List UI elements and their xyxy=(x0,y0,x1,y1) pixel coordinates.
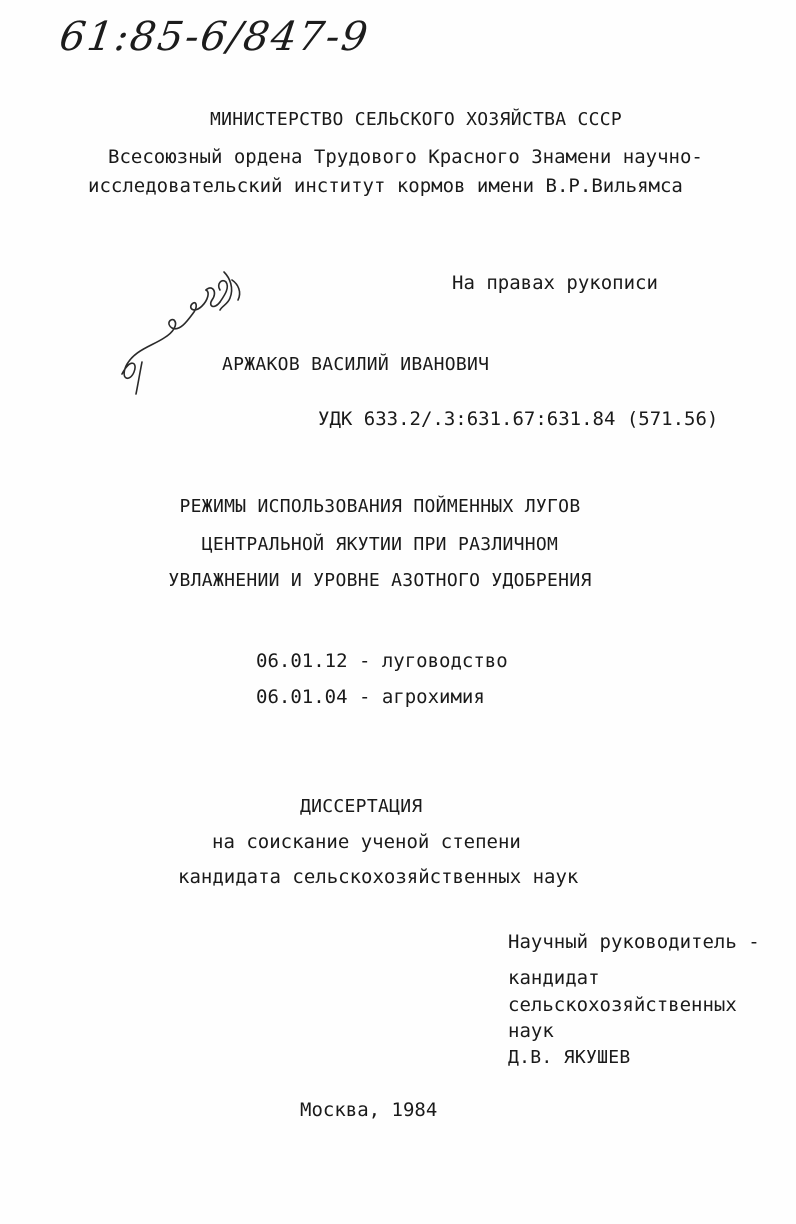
specialty-dash: - xyxy=(358,686,382,708)
specialty-code: 06.01.04 xyxy=(256,686,348,708)
title-line-3: УВЛАЖНЕНИИ И УРОВНЕ АЗОТНОГО УДОБРЕНИЯ xyxy=(168,570,592,591)
author-name: АРЖАКОВ ВАСИЛИЙ ИВАНОВИЧ xyxy=(222,354,490,375)
manuscript-rights-note: На правах рукописи xyxy=(452,272,658,294)
signature-scribble xyxy=(112,262,252,402)
dissertation-degree-line: на соискание ученой степени xyxy=(212,831,521,853)
ministry-heading: МИНИСТЕРСТВО СЕЛЬСКОГО ХОЗЯЙСТВА СССР xyxy=(210,109,623,130)
supervisor-name: Д.В. ЯКУШЕВ xyxy=(508,1047,631,1068)
title-line-2: ЦЕНТРАЛЬНОЙ ЯКУТИИ ПРИ РАЗЛИЧНОМ xyxy=(201,534,559,555)
specialty-dash: - xyxy=(358,650,382,672)
institute-line-2: исследовательский институт кормов имени В.Р.Вильямса xyxy=(88,175,683,197)
archive-code-handwritten: 61:85-6/847-9 xyxy=(56,14,373,60)
dissertation-label: ДИССЕРТАЦИЯ xyxy=(300,796,423,817)
supervisor-degree-3: наук xyxy=(508,1020,554,1042)
supervisor-heading: Научный руководитель - xyxy=(508,931,760,953)
supervisor-degree-1: кандидат xyxy=(508,967,600,989)
title-line-1: РЕЖИМЫ ИСПОЛЬЗОВАНИЯ ПОЙМЕННЫХ ЛУГОВ xyxy=(179,496,581,517)
institute-line-1: Всесоюзный ордена Трудового Красного Знамени научно- xyxy=(108,146,703,168)
specialty-row xyxy=(256,649,508,673)
city-year: Москва, 1984 xyxy=(300,1099,438,1121)
supervisor-degree-2: сельскохозяйственных xyxy=(508,994,737,1016)
specialty-name: агрохимия xyxy=(381,686,485,708)
specialty-code: 06.01.12 xyxy=(256,650,348,672)
specialty-row xyxy=(256,685,485,709)
udk-code: УДК 633.2/.3:631.67:631.84 (571.56) xyxy=(318,408,719,430)
dissertation-field-line: кандидата сельскохозяйственных наук xyxy=(178,866,579,888)
specialty-name: луговодство xyxy=(381,650,508,672)
